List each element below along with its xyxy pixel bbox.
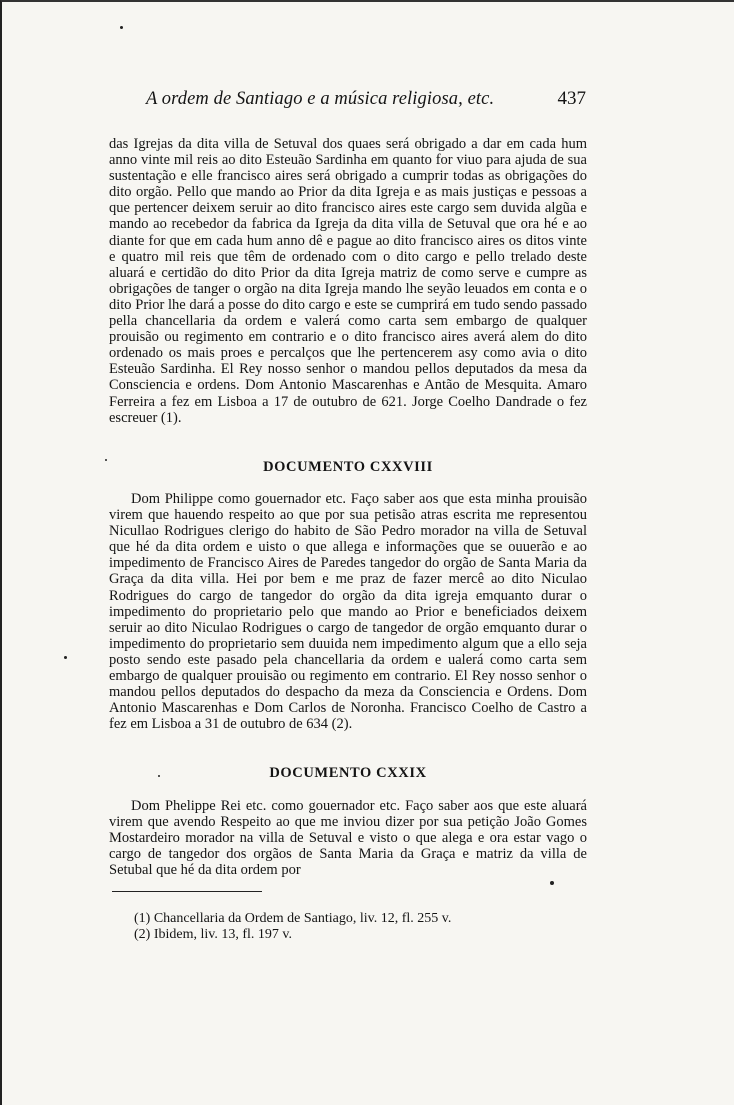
footnote-divider [112, 891, 262, 892]
paragraph-continuation: das Igrejas da dita villa de Setuval dos quaes será obrigado a dar em cada hum anno vinte mil reis ao dito Esteuão Sardinha em quanto for viuo para ajuda de sua sustentação e elle francisco aires será obrigado a cumprir todas as obrigações do dito orgão. Pello que mando ao Prior da dita Igreja e as mais justiças e pessoas a que pertencer deixem seruir ao dito francisco aires este cargo sem duvida algũa e mando ao recebedor da fabrica da Igreja da dita villa de Setuval que ora hé e ao diante for que em cada hum anno dê e pague ao dito francisco aires os ditos vinte e quatro mil reis que têm de ordenado com o dito cargo e pello trelado deste aluará e certidão do dito Prior da dita Igreja matriz de como serve e cumpre as obrigações de tanger o orgão na dita Igreja mando lhe seyão leuados em conta e o dito Prior lhe dará a posse do dito cargo e este se cumprirá em tudo sendo passado pella chancellaria da ordem e valerá como carta sem embargo de qualquer prouisão ou regimento em contrario e o dito francisco aires averá alem do dito ordenado os mais proes e percalços que lhe pertencerem asy como avia o dito Esteuão Sardinha. El Rey nosso senhor o mandou pellos deputados da mesa da Consciencia e ordens. Dom Antonio Mascarenhas e Antão de Mesquita. Amaro Ferreira a fez em Lisboa a 17 de outubro de 621. Jorge Coelho Dandrade o fez escreuer (1). [109, 136, 587, 426]
document-heading-cxxix: DOCUMENTO CXXIX [269, 765, 427, 781]
speck [105, 459, 107, 461]
speck [550, 881, 554, 885]
document-heading-cxxviii: DOCUMENTO CXXVIII [263, 459, 433, 475]
footnote-1: (1) Chancellaria da Ordem de Santiago, liv. 12, fl. 255 v. [134, 911, 452, 926]
speck [64, 656, 67, 659]
speck [158, 775, 160, 777]
paragraph-document-cxxviii: Dom Philippe como gouernador etc. Faço saber aos que esta minha prouisão virem que hauendo respeito ao que por sua petisão atras escrita me representou Nicullao Rodrigues clerigo do habito de São Pedro morador na villa de Setuval que hé da dita ordem e uisto o que allega e informações que se ouuerão e ao impedimento de Francisco Aires de Paredes tangedor do orgão de Santa Maria da Graça da dita villa. Hei por bem e me praz de fazer mercê ao dito Niculao Rodrigues do cargo de tangedor do orgão da dita igreja emquanto durar o impedimento do proprietario pelo que mando ao Prior e beneficiados deixem seruir ao dito Niculao Rodrigues o cargo de tangedor de orgão emquanto durar o impedimento do proprietario sem duuida nem impedimento algum que a ello seja posto sendo este pasado pela chancellaria da ordem e ualerá como carta sem embargo de qualquer prouisão ou regimento em contrario. El Rey nosso senhor o mandou pellos deputados do despacho da meza da Consciencia e Ordens. Dom Antonio Mascarenhas e Dom Carlos de Noronha. Francisco Coelho de Castro a fez em Lisboa a 31 de outubro de 634 (2). [109, 491, 587, 733]
footnote-2: (2) Ibidem, liv. 13, fl. 197 v. [134, 927, 292, 942]
page-number: 437 [557, 88, 586, 109]
footnotes [134, 911, 554, 943]
page-header [146, 88, 586, 110]
running-title: A ordem de Santiago e a música religiosa, etc. [146, 89, 495, 109]
paragraph-document-cxxix: Dom Phelippe Rei etc. como gouernador etc. Faço saber aos que este aluará virem que avendo Respeito ao que me inviou dizer por sua petição João Gomes Mostardeiro morador na villa de Setuval e visto o que alega e ora estar vago o cargo de tangedor dos orgãos de Santa Maria da Graça e matriz da villa de Setubal que hé da dita ordem por [109, 798, 587, 879]
speck [120, 26, 123, 29]
